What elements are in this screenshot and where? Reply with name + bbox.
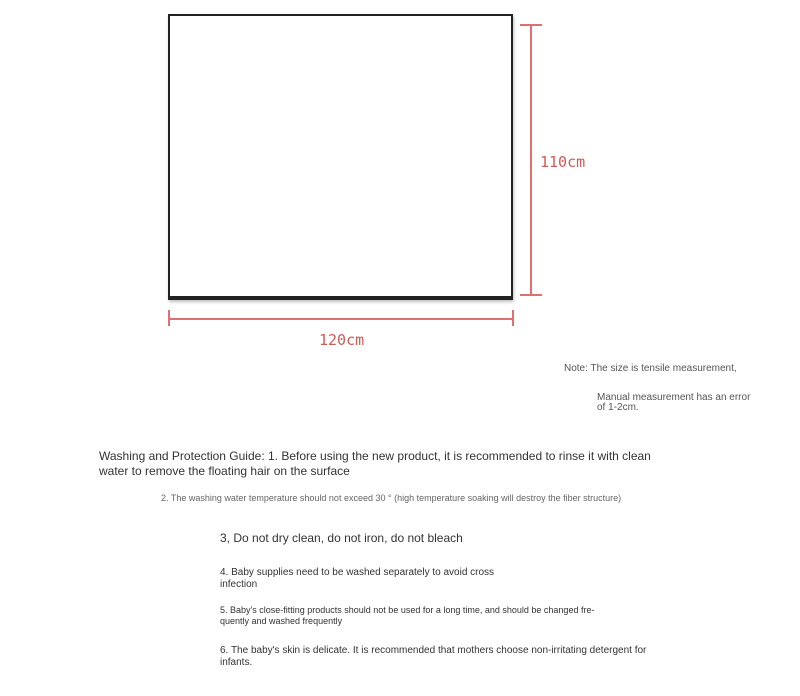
guide-item-5-line-1: 5. Baby's close-fitting products should not be used for a long time, and should be changed fre- — [220, 605, 595, 615]
width-dimension-left-cap — [168, 310, 170, 326]
product-outline — [168, 14, 513, 300]
guide-item-3: 3, Do not dry clean, do not iron, do not bleach — [220, 531, 463, 545]
height-dimension-line — [530, 24, 532, 296]
guide-item-4-line-2: infection — [220, 579, 258, 590]
guide-item-4-line-1: 4. Baby supplies need to be washed separately to avoid cross — [220, 567, 495, 578]
width-dimension-right-cap — [512, 310, 514, 326]
height-dimension-bottom-cap — [520, 294, 542, 296]
width-dimension-line — [168, 318, 514, 320]
note-line-1: Note: The size is tensile measurement, — [564, 363, 737, 374]
note-line-2: Manual measurement has an error — [597, 392, 751, 403]
guide-item-5-line-2: quently and washed frequently — [220, 616, 343, 626]
guide-item-1-line-1: Washing and Protection Guide: 1. Before using the new product, it is recommended to rinse it with clean — [99, 449, 651, 463]
guide-item-2: 2. The washing water temperature should not exceed 30 ° (high temperature soaking will destroy the fiber structure) — [161, 493, 622, 503]
height-dimension-top-cap — [520, 24, 542, 26]
note-line-3: of 1-2cm. — [597, 402, 639, 413]
guide-item-6-line-2: infants. — [220, 657, 253, 668]
guide-item-1-line-2: water to remove the floating hair on the surface — [99, 464, 350, 478]
height-label: 110cm — [540, 153, 586, 171]
guide-item-6-line-1: 6. The baby's skin is delicate. It is recommended that mothers choose non-irritating detergent for — [220, 645, 647, 656]
width-label: 120cm — [319, 331, 365, 349]
